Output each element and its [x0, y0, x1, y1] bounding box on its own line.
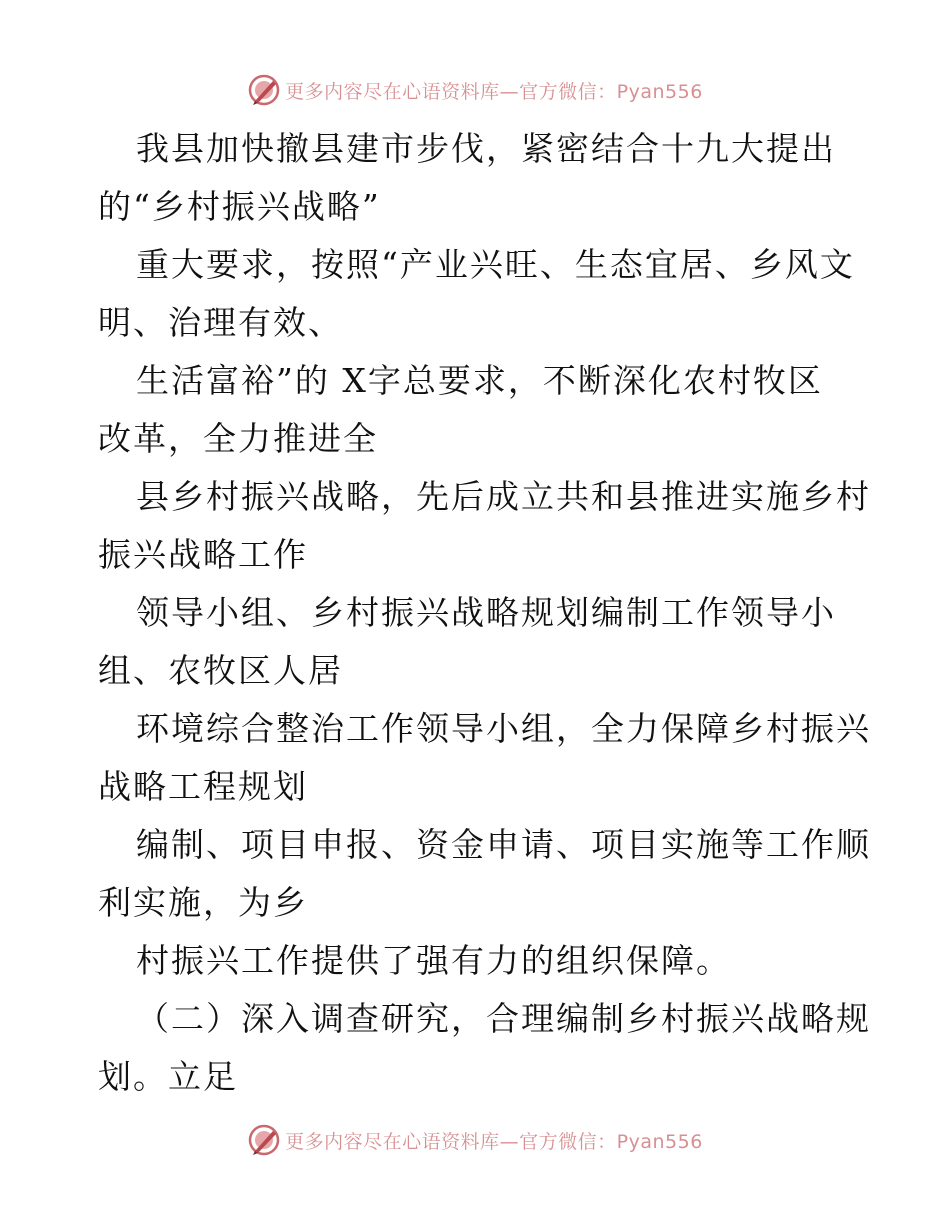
text-line: 环境综合整治工作领导小组，全力保障乡村振兴	[136, 709, 871, 748]
watermark-text: 更多内容尽在心语资料库—官方微信：Pyan556	[285, 1130, 703, 1153]
text-line: 的“乡村振兴战略”	[98, 187, 381, 226]
pen-logo-icon	[247, 73, 281, 107]
text-line: 重大要求，按照“产业兴旺、生态宜居、乡风文	[136, 245, 855, 284]
text-line: （二）深入调查研究，合理编制乡村振兴战略规	[136, 999, 871, 1038]
header-watermark	[0, 70, 950, 110]
text-line: 明、治理有效、	[98, 303, 343, 342]
text-line: 划。立足	[98, 1057, 238, 1096]
text-line: 编制、项目申报、资金申请、项目实施等工作顺	[136, 825, 871, 864]
text-line: 我县加快撤县建市步伐，紧密结合十九大提出	[136, 129, 836, 168]
text-line: 改革，全力推进全	[98, 419, 378, 458]
text-line: 组、农牧区人居	[98, 651, 343, 690]
text-line: 战略工程规划	[98, 767, 308, 806]
text-line: 村振兴工作提供了强有力的组织保障。	[136, 941, 731, 980]
text-line: 领导小组、乡村振兴战略规划编制工作领导小	[136, 593, 836, 632]
text-line: 县乡村振兴战略，先后成立共和县推进实施乡村	[136, 477, 871, 516]
text-line: 振兴战略工作	[98, 535, 308, 574]
pen-logo-icon	[247, 1123, 281, 1157]
footer-watermark	[0, 1120, 950, 1160]
document-body	[98, 120, 871, 1106]
text-line: 利实施，为乡	[98, 883, 308, 922]
watermark-text: 更多内容尽在心语资料库—官方微信：Pyan556	[285, 80, 703, 103]
text-line: 生活富裕”的 X字总要求，不断深化农村牧区	[136, 361, 823, 400]
